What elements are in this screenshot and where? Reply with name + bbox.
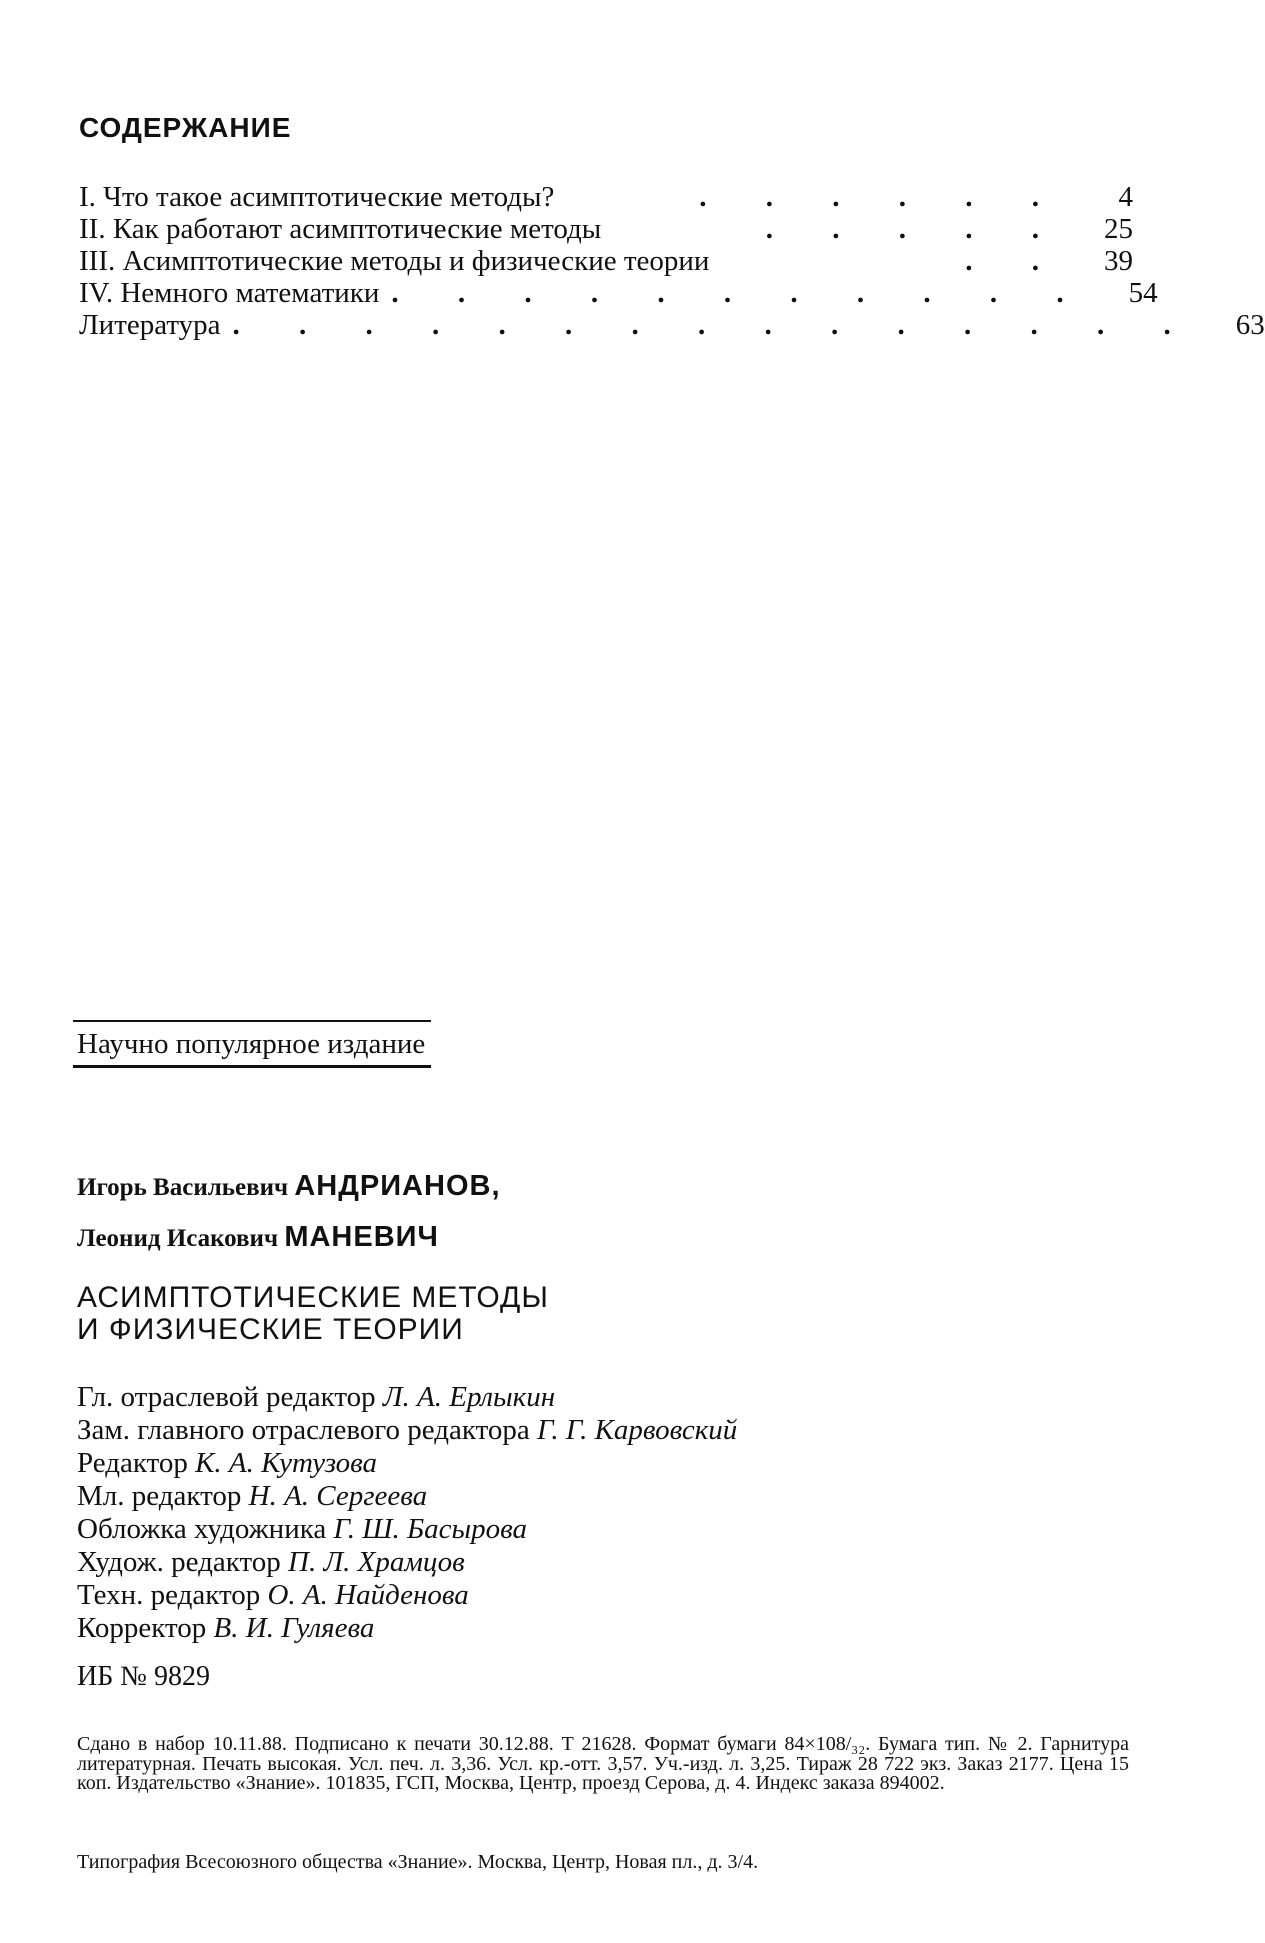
credit-role: Гл. отраслевой редактор <box>77 1381 376 1413</box>
toc-item <box>79 277 1158 309</box>
toc-leader-dots: . . . . . . . . . . . . . . . <box>232 309 1197 341</box>
credit-role: Редактор <box>77 1447 188 1479</box>
credit-line <box>77 1579 737 1612</box>
toc-item-label: IV. Немного математики <box>79 277 380 309</box>
toc-leader-dots: . . . . . . . . . . . <box>391 277 1090 309</box>
credit-name: Г. Г. Карвовский <box>537 1414 738 1446</box>
imprint-printer: Типография Всесоюзного общества «Знание». Москва, Центр, Новая пл., д. 3/4. <box>77 1851 759 1873</box>
toc-item-page: 4 <box>1118 181 1133 213</box>
author-given-name: Леонид Исакович <box>77 1225 279 1252</box>
credit-role: Техн. редактор <box>77 1579 261 1611</box>
imprint-details: Сдано в набор 10.11.88. Подписано к печати 30.12.88. Т 21628. Формат бумаги 84×108/₃₂. Бумага тип. № 2. Гарнитура литературная. Печать высокая. Усл. печ. л. 3,36. Усл. кр.-отт. 3,57. Уч.-изд. л. 3,25. Тираж 28 722 экз. Заказ 2177. Цена 15 коп. Издательство «Знание». 101835, ГСП, Москва, Центр, проезд Серова, д. 4. Индекс заказа 894002. <box>77 1733 1129 1794</box>
toc-item <box>79 213 1133 245</box>
credit-name: К. А. Кутузова <box>195 1447 378 1479</box>
toc-leader-dots: . . . . . . <box>699 181 1065 213</box>
credit-line <box>77 1546 737 1579</box>
toc-item-label: I. Что такое асимптотические методы? <box>79 181 555 213</box>
toc-item-page: 63 <box>1235 309 1265 341</box>
credit-name: Л. А. Ерлыкин <box>382 1381 556 1413</box>
toc-item-label: III. Асимптотические методы и физические теории <box>79 245 710 277</box>
table-of-contents <box>79 181 1265 341</box>
toc-leader-dots: . . . . . <box>765 213 1065 245</box>
author-surname: АНДРИАНОВ, <box>294 1170 501 1202</box>
credit-line <box>77 1513 737 1546</box>
toc-item-page: 39 <box>1104 245 1133 277</box>
toc-item <box>79 245 1133 277</box>
toc-item-page: 54 <box>1128 277 1158 309</box>
credit-role: Зам. главного отраслевого редактора <box>77 1414 530 1446</box>
toc-item-label: Литература <box>79 309 221 341</box>
credit-line <box>77 1612 737 1645</box>
author-given-name: Игорь Васильевич <box>77 1174 289 1201</box>
author <box>77 1170 501 1203</box>
author <box>77 1221 439 1254</box>
author-surname: МАНЕВИЧ <box>284 1221 439 1253</box>
book-title-line: АСИМПТОТИЧЕСКИЕ МЕТОДЫ <box>77 1281 549 1314</box>
toc-item <box>79 181 1133 213</box>
toc-item-label: II. Как работают асимптотические методы <box>79 213 602 245</box>
credit-name: П. Л. Храмцов <box>288 1546 465 1578</box>
credit-line <box>77 1447 737 1480</box>
ib-number: ИБ № 9829 <box>77 1661 211 1692</box>
credit-name: Н. А. Сергеева <box>248 1480 428 1512</box>
toc-heading: СОДЕРЖАНИЕ <box>79 112 292 143</box>
credit-name: В. И. Гуляева <box>213 1612 375 1644</box>
toc-item-page: 25 <box>1104 213 1133 245</box>
credit-role: Обложка художника <box>77 1513 327 1545</box>
credit-line <box>77 1414 737 1447</box>
credit-role: Мл. редактор <box>77 1480 242 1512</box>
book-title <box>77 1282 549 1346</box>
credit-name: О. А. Найденова <box>267 1579 469 1611</box>
credit-role: Корректор <box>77 1612 207 1644</box>
credit-role: Худож. редактор <box>77 1546 281 1578</box>
series-label: Научно популярное издание <box>73 1020 431 1068</box>
toc-item <box>79 309 1265 341</box>
book-title-line: И ФИЗИЧЕСКИЕ ТЕОРИИ <box>77 1313 464 1346</box>
credit-name: Г. Ш. Басырова <box>333 1513 528 1545</box>
toc-leader-dots: . . <box>965 245 1065 277</box>
editorial-credits <box>77 1381 737 1645</box>
credit-line <box>77 1381 737 1414</box>
credit-line <box>77 1480 737 1513</box>
